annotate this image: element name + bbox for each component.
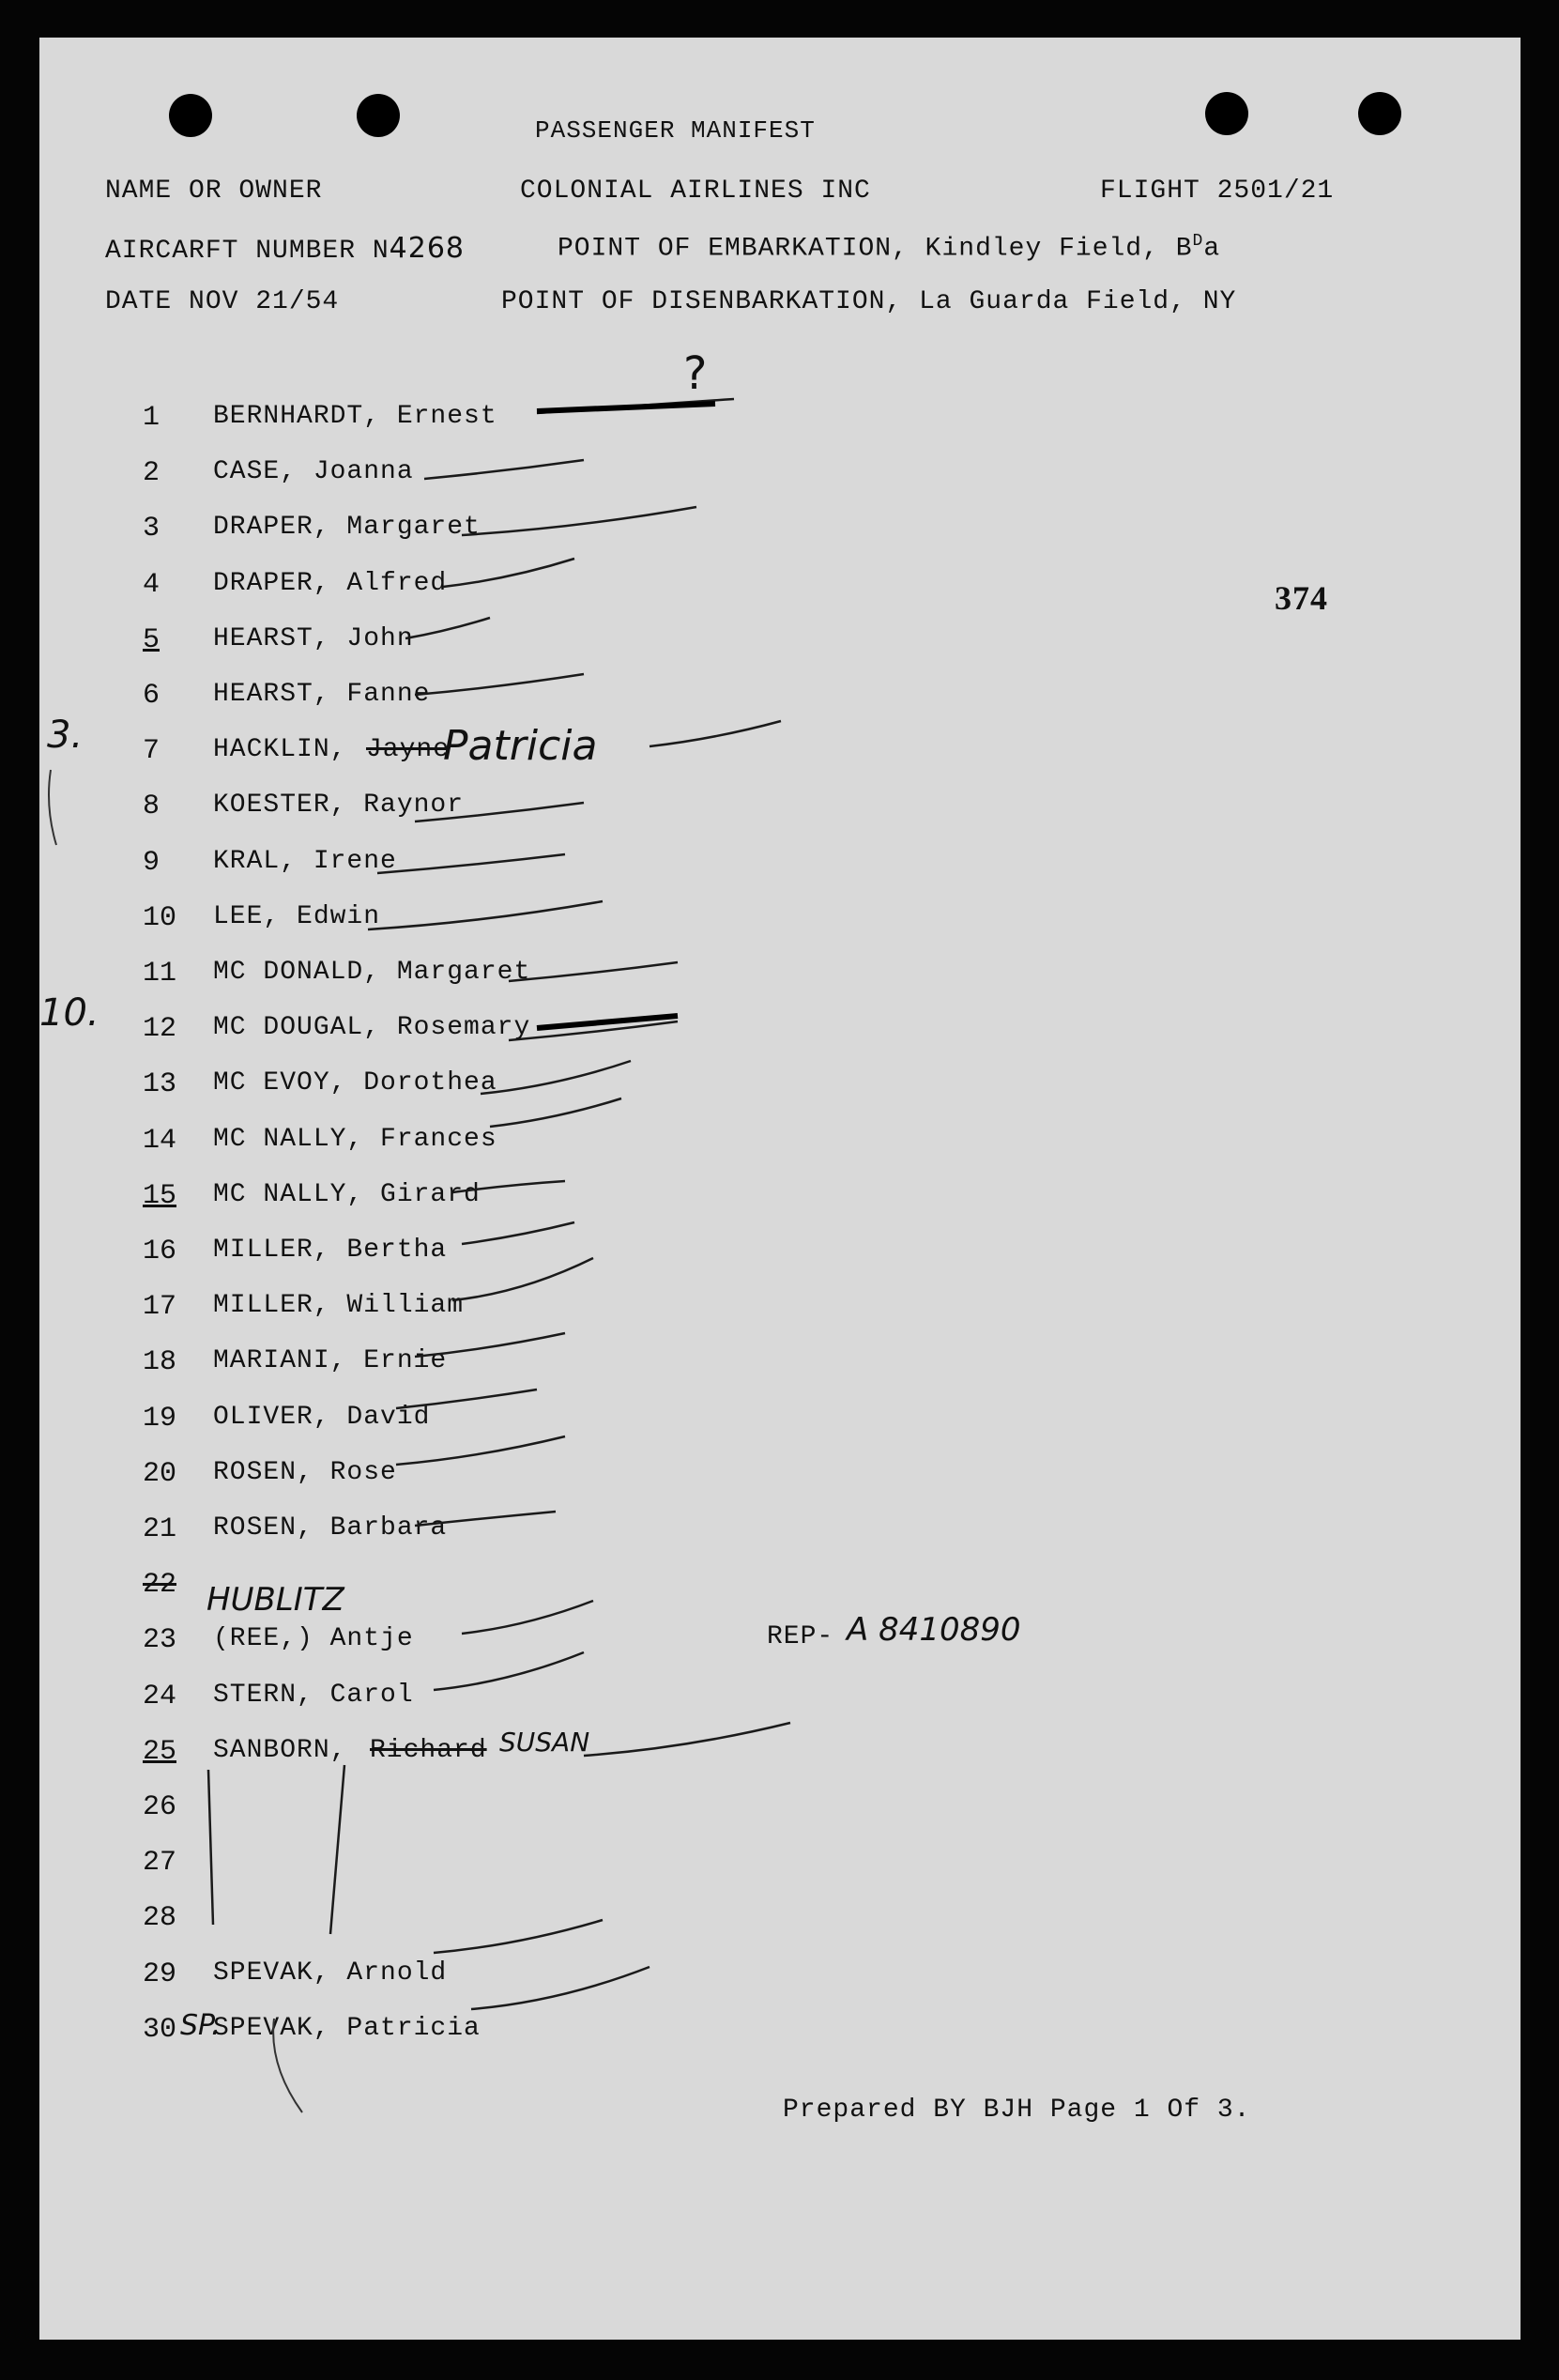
pen-stroke — [396, 1436, 565, 1465]
passenger-number: 1 — [143, 402, 160, 434]
heavy-pen-stroke — [537, 404, 715, 411]
passenger-number: 3 — [143, 513, 160, 545]
passenger-name: HEARST, Fanne — [213, 680, 431, 709]
pen-stroke — [584, 1723, 790, 1756]
pen-stroke — [650, 721, 781, 746]
passenger-number: 9 — [143, 847, 160, 879]
passenger-number: 18 — [143, 1346, 177, 1378]
date: DATE NOV 21/54 — [105, 287, 340, 316]
embarkation-handwritten-letter: D — [1192, 232, 1204, 251]
margin-mark-row-12: 10. — [39, 991, 99, 1035]
struck-name: Jayne — [366, 735, 451, 764]
passenger-number: 12 — [143, 1013, 177, 1045]
rep-value: A 8410890 — [847, 1611, 1021, 1649]
rep-label: REP- — [767, 1622, 834, 1651]
passenger-number: 17 — [143, 1291, 177, 1323]
pen-stroke — [396, 1390, 537, 1408]
name-owner-label: NAME OR OWNER — [105, 177, 323, 206]
embarkation: POINT OF EMBARKATION, Kindley Field, $B^Da$ — [558, 232, 1221, 264]
passenger-name: DRAPER, Margaret — [213, 513, 481, 542]
pen-stroke — [377, 854, 565, 873]
passenger-number: 21 — [143, 1513, 177, 1545]
margin-mark-row-30: SP. — [180, 2009, 221, 2042]
passenger-name: DRAPER, Alfred — [213, 569, 448, 598]
passenger-name: (REE,) Antje — [213, 1624, 414, 1653]
passenger-number: 14 — [143, 1125, 177, 1157]
pen-stroke — [462, 507, 696, 535]
passenger-number: 28 — [143, 1902, 177, 1934]
bracket-stroke — [330, 1765, 344, 1934]
passenger-number: 7 — [143, 735, 160, 767]
margin-curve — [273, 2019, 302, 2112]
passenger-number: 24 — [143, 1681, 177, 1712]
manifest-page — [39, 38, 1521, 2340]
passenger-name: MILLER, Bertha — [213, 1236, 448, 1265]
passenger-name: SPEVAK, Patricia — [213, 2014, 481, 2043]
passenger-name: SPEVAK, Arnold — [213, 1958, 448, 1988]
bracket-stroke — [208, 1770, 213, 1925]
pen-stroke — [405, 618, 490, 638]
passenger-number: 5 — [143, 624, 160, 656]
passenger-name: ROSEN, Rose — [213, 1458, 397, 1487]
disembarkation: POINT OF DISENBARKATION, La Guarda Field, NY — [501, 287, 1237, 316]
passenger-name: MC EVOY, Dorothea — [213, 1068, 497, 1098]
passenger-name: HEARST, John — [213, 624, 414, 653]
pen-stroke — [452, 1258, 593, 1300]
passenger-number: 30 — [143, 2014, 177, 2046]
passenger-name: HACKLIN, — [213, 735, 347, 764]
passenger-number: 29 — [143, 1958, 177, 1990]
pen-stroke — [471, 1967, 650, 2009]
passenger-name: MC NALLY, Girard — [213, 1180, 481, 1209]
passenger-number: 4 — [143, 569, 160, 601]
stamp-number: 374 — [1275, 579, 1328, 617]
passenger-number: 20 — [143, 1458, 177, 1490]
passenger-name: STERN, Carol — [213, 1681, 414, 1710]
pen-stroke — [443, 559, 574, 587]
handwritten-correction: SUSAN — [499, 1727, 590, 1758]
passenger-number: 2 — [143, 457, 160, 489]
passenger-name: LEE, Edwin — [213, 902, 381, 931]
passenger-number: 26 — [143, 1791, 177, 1823]
margin-mark-row-7: 3. — [47, 714, 84, 757]
passenger-number: 23 — [143, 1624, 177, 1656]
pen-stroke — [424, 460, 584, 479]
passenger-number: 11 — [143, 958, 177, 990]
passenger-name: KRAL, Irene — [213, 847, 397, 876]
aircraft-number-handwritten: 4268 — [389, 232, 466, 265]
passenger-number: 25 — [143, 1736, 177, 1768]
margin-curve — [49, 770, 56, 845]
passenger-number: 19 — [143, 1403, 177, 1435]
passenger-number: 22 — [143, 1569, 177, 1601]
struck-name: Richard — [370, 1736, 487, 1765]
pen-stroke — [462, 1601, 593, 1634]
passenger-number: 6 — [143, 680, 160, 712]
passenger-name: CASE, Joanna — [213, 457, 414, 486]
pen-stroke — [509, 962, 678, 981]
manifest-title: PASSENGER MANIFEST — [535, 116, 816, 145]
pen-stroke — [490, 1098, 621, 1127]
passenger-name: ROSEN, Barbara — [213, 1513, 448, 1543]
passenger-name: MARIANI, Ernie — [213, 1346, 448, 1375]
question-mark: ? — [683, 347, 708, 400]
pen-stroke — [481, 1061, 631, 1094]
passenger-name: BERNHARDT, Ernest — [213, 402, 497, 431]
handwritten-correction: HUBLITZ — [206, 1581, 344, 1619]
passenger-name: SANBORN, — [213, 1736, 347, 1765]
pen-stroke — [415, 1512, 556, 1526]
handwritten-correction: Patricia — [443, 722, 598, 770]
flight-number: FLIGHT 2501/21 — [1100, 177, 1335, 206]
heavy-pen-stroke — [537, 1016, 678, 1028]
passenger-name: KOESTER, Raynor — [213, 791, 465, 820]
aircraft-label: AIRCARFT NUMBER N4268 — [105, 232, 466, 266]
name-owner-value: COLONIAL AIRLINES INC — [520, 177, 871, 206]
pen-stroke — [434, 1652, 584, 1690]
pen-stroke — [452, 1181, 565, 1192]
pen-stroke — [415, 674, 584, 695]
passenger-number: 8 — [143, 791, 160, 822]
pen-stroke — [434, 1920, 603, 1953]
pen-stroke — [415, 803, 584, 821]
passenger-name: MC DOUGAL, Rosemary — [213, 1013, 531, 1042]
pen-stroke — [462, 1222, 574, 1244]
passenger-number: 27 — [143, 1847, 177, 1879]
passenger-name: MC DONALD, Margaret — [213, 958, 531, 987]
passenger-name: MILLER, William — [213, 1291, 465, 1320]
pen-marks-layer — [39, 38, 1521, 2340]
passenger-number: 15 — [143, 1180, 177, 1212]
pen-stroke — [368, 901, 603, 929]
passenger-name: OLIVER, David — [213, 1403, 431, 1432]
prepared-by-footer: Prepared BY BJH Page 1 Of 3. — [783, 2096, 1251, 2125]
passenger-number: 16 — [143, 1236, 177, 1267]
passenger-name: MC NALLY, Frances — [213, 1125, 497, 1154]
passenger-number: 10 — [143, 902, 177, 934]
pen-stroke — [415, 1333, 565, 1357]
passenger-number: 13 — [143, 1068, 177, 1100]
